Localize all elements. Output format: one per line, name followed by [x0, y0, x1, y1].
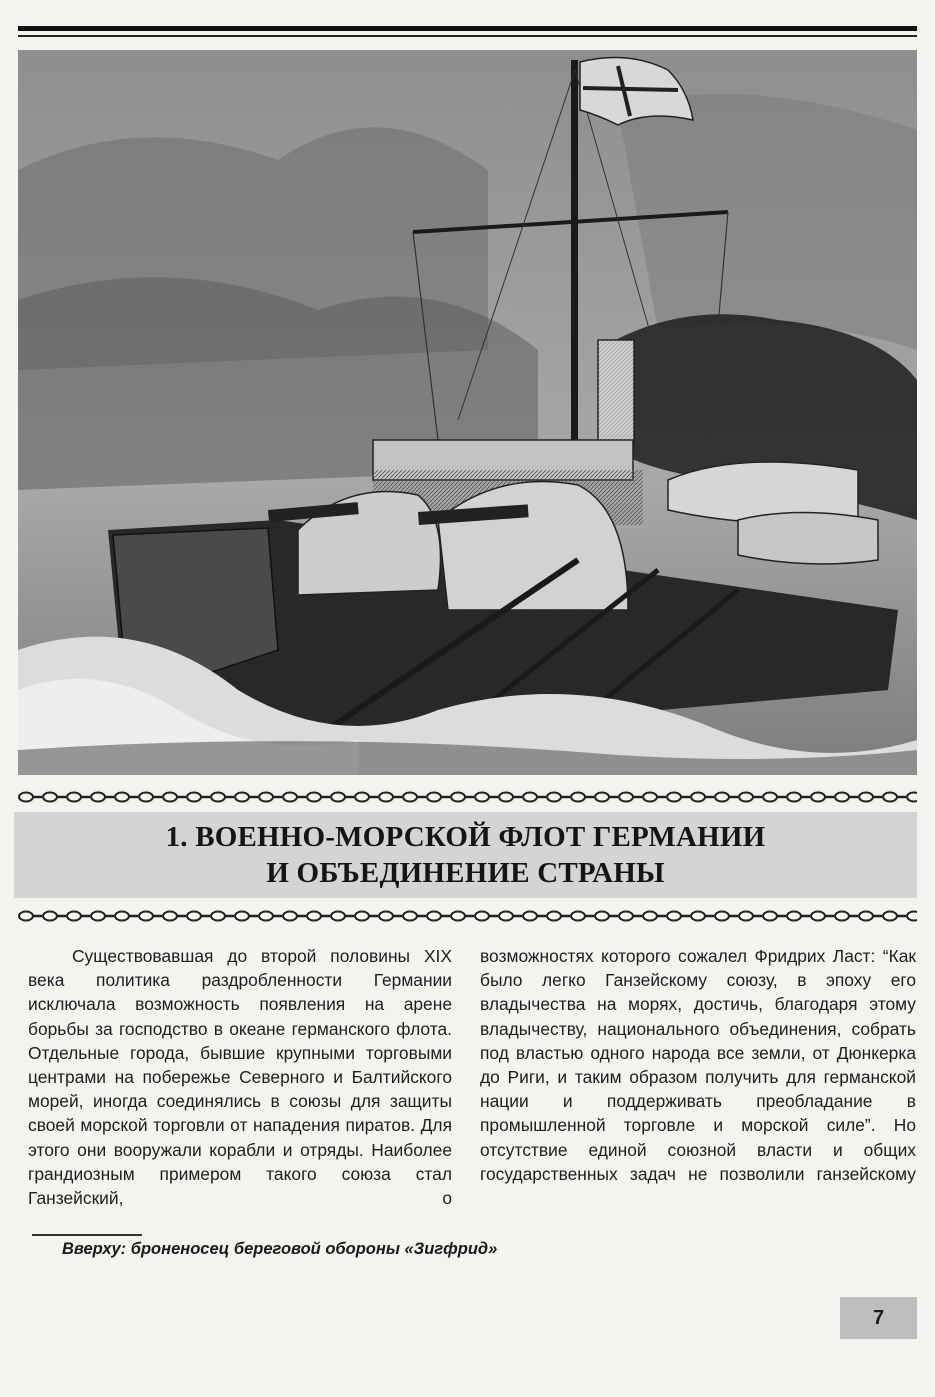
ironclad-engraving — [18, 50, 917, 775]
body-text-left-column — [28, 944, 452, 1210]
footnote-rule — [32, 1234, 142, 1236]
paragraph-right: возможностях которого сожалел Фридрих Ласт: “Как было легко Ганзейскому союзу, в эпоху его владычества на морях, достичь, благодаря этому владычеству, национального объединения, собрать под властью одного народа все земли, от Дюнкерка до Риги, и таким образом получить для германской нации и поддерживать преобладание в промышленной торговле и морской силе”. Но отсутствие единой союзной власти и общих государственных задач не позволили ганзейскому — [480, 946, 916, 1184]
chapter-heading-banner — [14, 812, 917, 898]
body-text-right-column — [480, 944, 916, 1186]
top-rule-thin — [18, 35, 917, 37]
chapter-title-line-1: 1. ВОЕННО-МОРСКОЙ ФЛОТ ГЕРМАНИИ — [165, 821, 766, 853]
paragraph-left: Существовавшая до второй половины XIX века политика раздробленности Германии исключала возможность появления на арене борьбы за господство в океане германского флота. Отдельные города, бывшие крупными торговыми центрами на побережье Северного и Балтийского морей, иногда соединялись в союзы для защиты своей морской торговли от нападения пиратов. Для этого они вооружали корабли и отряды. Наиболее грандиозным примером такого союза стал Ганзейский, о — [28, 946, 452, 1209]
page-number: 7 — [872, 1306, 885, 1329]
page-number-box — [840, 1297, 917, 1339]
illustration-caption: Вверху: броненосец береговой обороны «Зигфрид» — [62, 1240, 498, 1258]
chain-ornament-top — [18, 790, 917, 804]
chapter-title-line-2: И ОБЪЕДИНЕНИЕ СТРАНЫ — [266, 857, 665, 889]
chain-ornament-bottom — [18, 909, 917, 923]
top-rule — [18, 26, 917, 31]
